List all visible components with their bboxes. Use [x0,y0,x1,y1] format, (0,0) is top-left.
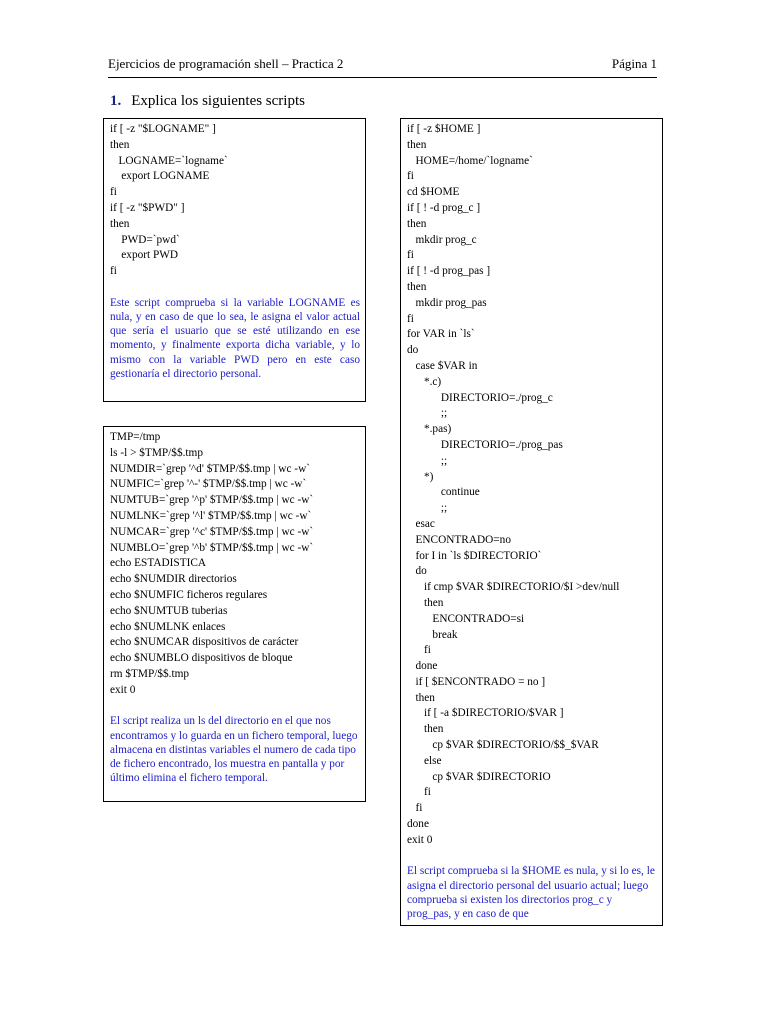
code-line: if [ -z $HOME ] [407,123,481,135]
code-line: export LOGNAME [110,170,210,183]
script-3-code [407,122,657,849]
script-1-description: Este script comprueba si la variable LOGNAME es nula, y en caso de que lo sea, le asigna el valor actual que sería el usuario que se esté utilizando en ese momento, y finalmente exporta dicha variable, y lo mismo con la variable PWD pero en este caso gestionaría el directorio personal. [110,296,360,380]
code-line: *.pas) [407,423,452,436]
code-line: case $VAR in [407,359,478,372]
code-line: then [407,723,444,736]
code-line: done [407,660,438,673]
code-line: if [ -z "$LOGNAME" ] [110,123,216,135]
code-line: *) [407,470,434,483]
code-line: fi [407,802,423,815]
code-line: cp $VAR $DIRECTORIO [407,770,551,783]
code-line: NUMBLO=`grep '^b' $TMP/$$.tmp | wc -w` [110,541,314,554]
code-line: then [407,280,427,293]
code-line: esac [407,517,435,530]
code-line: then [407,138,427,151]
code-line: if cmp $VAR $DIRECTORIO/$I >dev/null [407,581,620,594]
code-line: LOGNAME=`logname` [110,154,228,167]
code-line: NUMFIC=`grep '^-' $TMP/$$.tmp | wc -w` [110,478,307,491]
code-line: fi [407,249,414,262]
script-box-2 [103,426,366,802]
code-line: rm $TMP/$$.tmp [110,667,190,680]
code-line: echo ESTADISTICA [110,557,207,570]
code-line: ENCONTRADO=no [407,533,511,546]
script-box-3 [400,118,663,926]
script-2-code [110,430,360,699]
code-line: do [407,344,419,357]
code-line: NUMDIR=`grep '^d' $TMP/$$.tmp | wc -w` [110,462,310,475]
code-line: fi [110,186,117,199]
code-line: ;; [407,502,448,515]
code-line: PWD=`pwd` [110,233,180,246]
code-line: fi [407,644,431,657]
script-1-code [110,122,360,280]
header-divider [108,77,657,78]
code-line: DIRECTORIO=./prog_pas [407,438,563,451]
code-line: for VAR in `ls` [407,328,475,341]
code-line: mkdir prog_pas [407,296,487,309]
code-line: echo $NUMLNK enlaces [110,620,226,633]
code-line: ;; [407,454,448,467]
code-line: HOME=/home/`logname` [407,154,533,167]
code-line: exit 0 [407,833,433,846]
code-line: do [407,565,427,578]
section-title-text: Explica los siguientes scripts [131,93,305,109]
code-line: fi [110,265,117,278]
section-number: 1. [110,93,122,109]
code-line: exit 0 [110,683,136,696]
code-line: then [407,691,435,704]
script-2-description: El script realiza un ls del directorio en el que nos encontramos y lo guarda en un fichero temporal, luego almacena en distintas variables el numero de cada tipo de fichero encontrado, los muestra en pantalla y por último elimina el fichero temporal. [110,715,358,785]
code-line: continue [407,486,480,499]
code-line: fi [407,170,414,183]
code-line: cp $VAR $DIRECTORIO/$$_$VAR [407,739,599,752]
code-line: fi [407,312,414,325]
code-line: if [ -z "$PWD" ] [110,201,185,214]
code-line: *.c) [407,375,442,388]
code-line: ls -l > $TMP/$$.tmp [110,446,203,459]
code-line: if [ ! -d prog_pas ] [407,265,491,278]
code-line: cd $HOME [407,186,460,199]
code-line: NUMTUB=`grep '^p' $TMP/$$.tmp | wc -w` [110,494,314,507]
code-line: NUMCAR=`grep '^c' $TMP/$$.tmp | wc -w` [110,525,314,538]
code-line: echo $NUMFIC ficheros regulares [110,588,268,601]
code-line: mkdir prog_c [407,233,477,246]
section-heading [110,93,305,110]
page-header [108,56,657,72]
code-line: if [ ! -d prog_c ] [407,201,481,214]
code-line: for I in `ls $DIRECTORIO` [407,549,542,562]
code-line: then [407,217,427,230]
code-line: DIRECTORIO=./prog_c [407,391,553,404]
code-line: echo $NUMBLO dispositivos de bloque [110,652,293,665]
code-line: done [407,818,429,831]
script-3-description: El script comprueba si la $HOME es nula, y si lo es, le asigna el directorio personal del usuario actual; luego comprueba si existen los directorios prog_c y prog_pas, y en caso de que [407,865,655,921]
code-line: then [110,138,130,151]
code-line: break [407,628,458,641]
code-line: echo $NUMDIR directorios [110,573,237,586]
code-line: NUMLNK=`grep '^l' $TMP/$$.tmp | wc -w` [110,509,312,522]
script-box-1 [103,118,366,402]
code-line: fi [407,786,431,799]
code-line: if [ -a $DIRECTORIO/$VAR ] [407,707,564,720]
code-line: ;; [407,407,448,420]
header-title: Ejercicios de programación shell – Practica 2 [108,56,344,71]
code-line: ENCONTRADO=si [407,612,525,625]
code-line: echo $NUMTUB tuberias [110,604,228,617]
code-line: echo $NUMCAR dispositivos de carácter [110,636,299,649]
header-page-number: Página 1 [611,56,657,71]
code-line: if [ $ENCONTRADO = no ] [407,675,546,688]
code-line: then [407,596,444,609]
code-line: TMP=/tmp [110,431,161,443]
code-line: then [110,217,130,230]
code-line: export PWD [110,249,179,262]
code-line: else [407,754,442,767]
